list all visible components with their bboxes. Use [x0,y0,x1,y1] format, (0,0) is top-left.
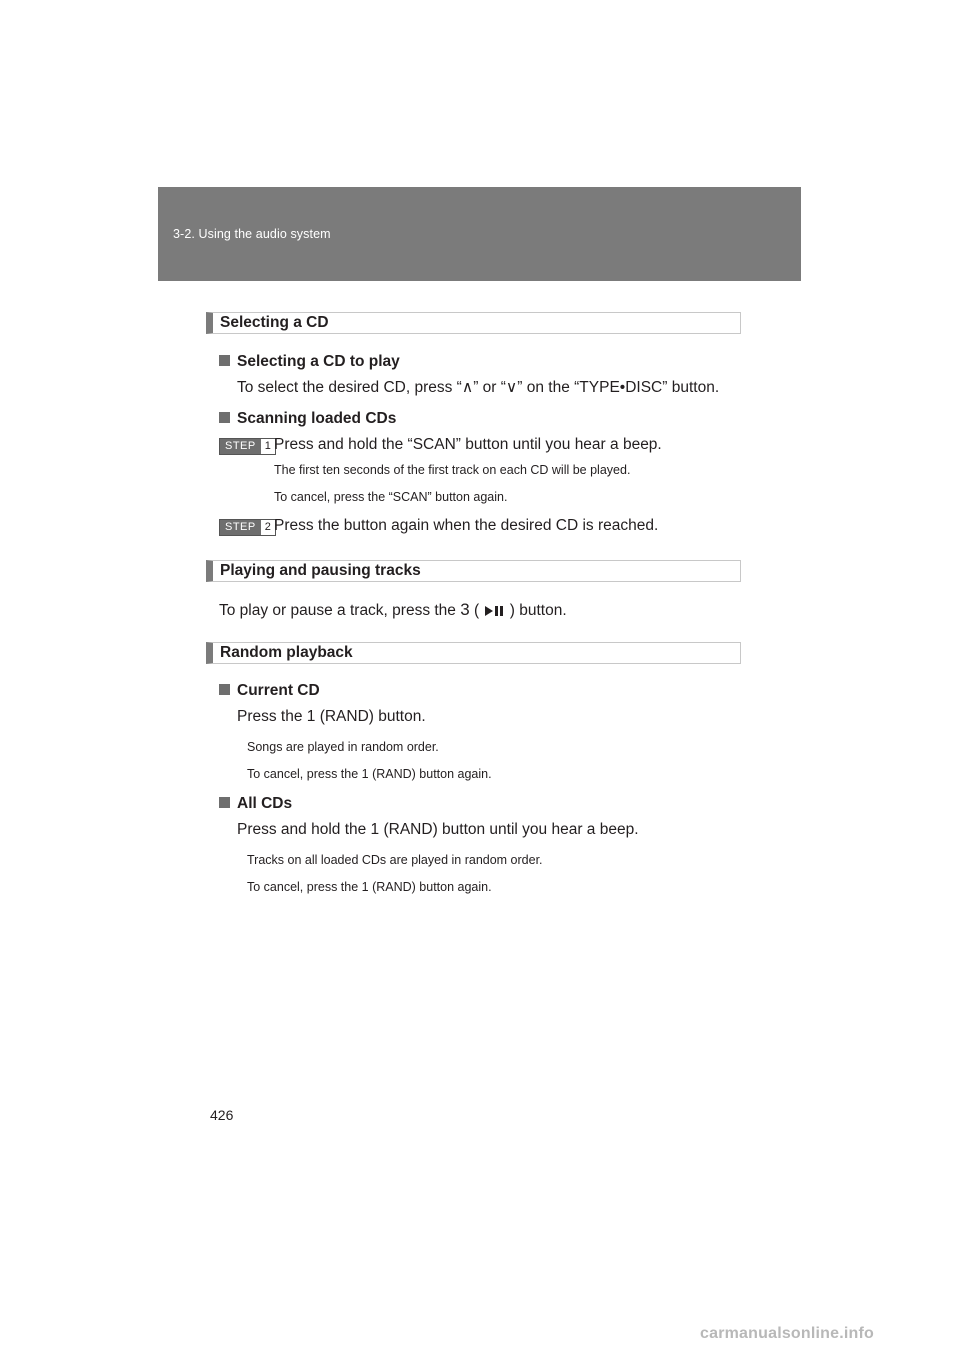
section-heading-selecting-cd [206,312,741,334]
subheading-all-cds [219,795,292,813]
chapter-header-band [158,187,801,281]
play-pause-icon [483,604,505,622]
step1-text: Press and hold the “SCAN” button until you hear a beep. [274,436,662,453]
text-segment: To select the desired CD, press “ [237,379,462,396]
current-cd-note-cancel: To cancel, press the 1 (RAND) button again. [247,767,492,781]
bullet-square-icon [219,412,230,423]
step2-text: Press the button again when the desired CD is reached. [274,517,659,534]
bullet-square-icon [219,797,230,808]
button-number: 3 [460,600,470,619]
step1-note-cancel: To cancel, press the “SCAN” button again. [274,490,508,504]
step1-note-first-ten-seconds: The first ten seconds of the first track on each CD will be played. [274,463,631,477]
bullet-square-icon [219,684,230,695]
subheading-text: Current CD [237,682,320,699]
section-heading-playing-pausing [206,560,741,582]
subheading-selecting-cd-to-play [219,353,400,371]
bullet-square-icon [219,355,230,366]
select-cd-instruction [237,378,719,397]
step-number: 2 [264,521,271,533]
section-heading-random-playback [206,642,741,664]
step-badge-2 [219,519,276,536]
subheading-text: All CDs [237,795,293,812]
page-number: 426 [210,1107,234,1123]
subheading-current-cd [219,682,320,700]
play-pause-instruction: To play or pause a track, press the 3 ( ) button. [219,600,567,622]
step-number: 1 [264,440,271,452]
section-heading-text: Selecting a CD [220,314,329,331]
step-label: STEP [220,520,261,535]
up-arrow-icon: ∧ [461,379,474,396]
subheading-text: Scanning loaded CDs [237,410,397,427]
section-heading-text: Random playback [220,644,353,661]
text-segment: ” on the “TYPE•DISC” button. [517,379,720,396]
text-segment: To play or pause a track, press the [219,602,461,619]
watermark-footer: carmanualsonline.info [700,1325,875,1342]
all-cds-note-random-order: Tracks on all loaded CDs are played in random order. [247,853,543,867]
step-badge-1 [219,438,276,455]
down-arrow-icon: ∨ [505,379,518,396]
step-label: STEP [220,439,261,454]
subheading-text: Selecting a CD to play [237,353,400,370]
chapter-section-title: 3-2. Using the audio system [173,227,331,241]
current-cd-instruction: Press the 1 (RAND) button. [237,708,426,725]
subheading-scanning-loaded-cds [219,410,396,428]
text-segment: ” or “ [473,379,506,396]
current-cd-note-random-order: Songs are played in random order. [247,740,439,754]
all-cds-instruction: Press and hold the 1 (RAND) button until you hear a beep. [237,821,639,838]
text-segment: button. [514,602,567,619]
section-heading-text: Playing and pausing tracks [220,562,421,579]
all-cds-note-cancel: To cancel, press the 1 (RAND) button again. [247,880,492,894]
